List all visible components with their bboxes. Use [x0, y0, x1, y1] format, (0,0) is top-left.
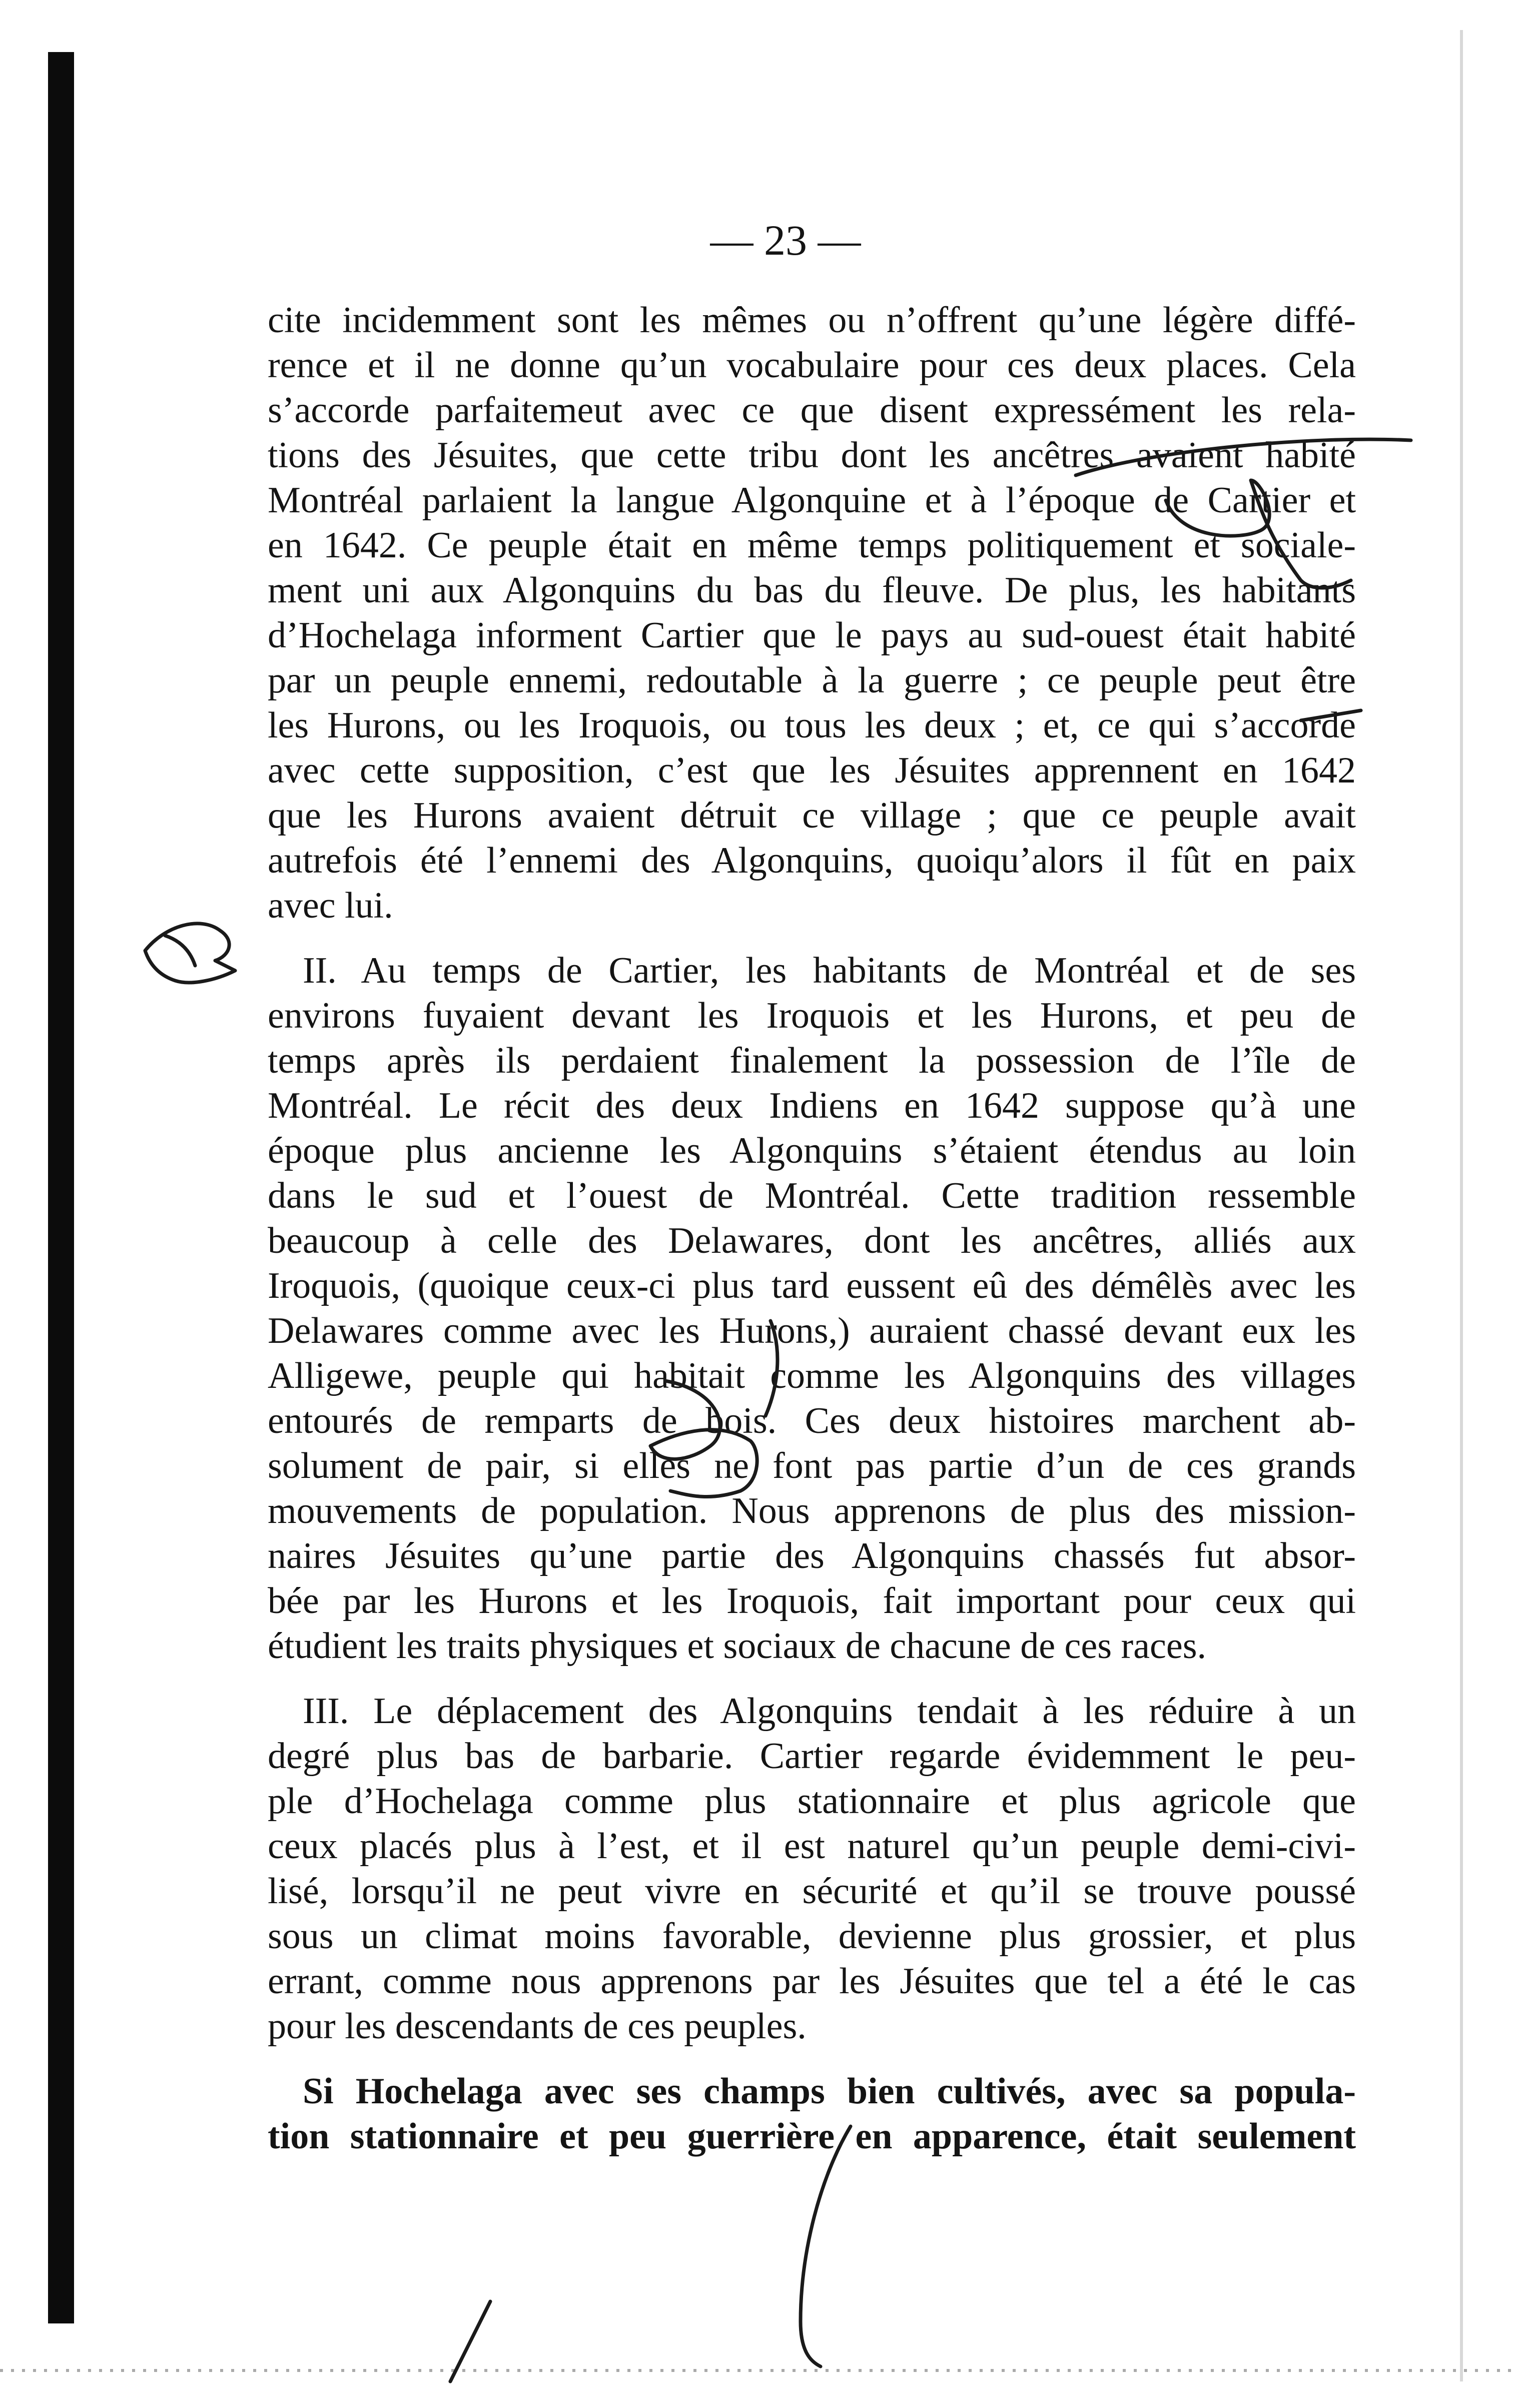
text-line: Montréal. Le récit des deux Indiens en 1642 suppose qu’à une	[268, 1085, 1356, 1126]
text-line: III. Le déplacement des Algonquins tendait à les réduire à un	[303, 1691, 1356, 1732]
page-body	[268, 298, 1356, 2159]
text-line: lisé, lorsqu’il ne peut vivre en sécurité et qu’il se trouve poussé	[268, 1871, 1356, 1912]
text-line: bée par les Hurons et les Iroquois, fait important pour ceux qui	[268, 1580, 1356, 1622]
text-line: tion stationnaire et peu guerrière en apparence, était seulement	[268, 2116, 1356, 2157]
text-line: tions des Jésuites, que cette tribu dont les ancêtres avaient habité	[268, 435, 1356, 476]
text-line: naires Jésuites qu’une partie des Algonquins chassés fut absor-	[268, 1535, 1356, 1576]
text-line: Alligewe, peuple qui habitait comme les Algonquins des villages	[268, 1355, 1356, 1396]
text-line: avec lui.	[268, 885, 393, 926]
text-line: cite incidemment sont les mêmes ou n’offrent qu’une légère diffé-	[268, 300, 1356, 341]
text-line: Delawares comme avec les Hurons,) auraient chassé devant eux les	[268, 1310, 1356, 1351]
pointing-hand-sketch	[145, 924, 235, 983]
text-line: Si Hochelaga avec ses champs bien cultivés, avec sa popula-	[303, 2071, 1356, 2112]
text-line: entourés de remparts de bois. Ces deux histoires marchent ab-	[268, 1400, 1356, 1441]
scan-edge	[1460, 30, 1463, 2381]
text-line: époque plus ancienne les Algonquins s’étaient étendus au loin	[268, 1130, 1356, 1171]
text-line: s’accorde parfaitemeut avec ce que disent expressément les rela-	[268, 390, 1356, 431]
paragraph-2	[268, 948, 1356, 1669]
text-line: les Hurons, ou les Iroquois, ou tous les deux ; et, ce qui s’accorde	[268, 705, 1356, 746]
pen-stroke-bottom	[801, 2126, 851, 2366]
paragraph-1	[268, 298, 1356, 928]
text-line: sous un climat moins favorable, devienne plus grossier, et plus	[268, 1916, 1356, 1957]
paragraph-4	[268, 2069, 1356, 2159]
scan-bottom-edge	[0, 2369, 1517, 2372]
text-line: pour les descendants de ces peuples.	[268, 2006, 807, 2047]
text-line: ment uni aux Algonquins du bas du fleuve. De plus, les habitants	[268, 570, 1356, 611]
page-number: — 23 —	[710, 216, 861, 264]
text-line: II. Au temps de Cartier, les habitants de Montréal et de ses	[303, 950, 1356, 991]
text-line: Iroquois, (quoique ceux-ci plus tard eussent eû des démêlès avec les	[268, 1265, 1356, 1306]
text-line: ceux placés plus à l’est, et il est naturel qu’un peuple demi-civi-	[268, 1826, 1356, 1867]
text-line: Montréal parlaient la langue Algonquine et à l’époque de Cartier et	[268, 480, 1356, 521]
text-line: mouvements de population. Nous apprenons de plus des mission-	[268, 1490, 1356, 1531]
text-line: en 1642. Ce peuple était en même temps politiquement et sociale-	[268, 525, 1356, 566]
text-line: que les Hurons avaient détruit ce village ; que ce peuple avait	[268, 795, 1356, 836]
text-line: solument de pair, si elles ne font pas partie d’un de ces grands	[268, 1445, 1356, 1486]
text-line: environs fuyaient devant les Iroquois et les Hurons, et peu de	[268, 995, 1356, 1036]
text-line: errant, comme nous apprenons par les Jésuites que tel a été le cas	[268, 1961, 1356, 2002]
paragraph-3	[268, 1689, 1356, 2049]
text-line: rence et il ne donne qu’un vocabulaire pour ces deux places. Cela	[268, 345, 1356, 386]
text-line: par un peuple ennemi, redoutable à la guerre ; ce peuple peut être	[268, 660, 1356, 701]
text-line: dans le sud et l’ouest de Montréal. Cette tradition ressemble	[268, 1175, 1356, 1216]
text-line: beaucoup à celle des Delawares, dont les ancêtres, alliés aux	[268, 1220, 1356, 1261]
text-line: autrefois été l’ennemi des Algonquins, quoiqu’alors il fût en paix	[268, 840, 1356, 881]
text-line: étudient les traits physiques et sociaux de chacune de ces races.	[268, 1626, 1207, 1667]
text-line: temps après ils perdaient finalement la possession de l’île de	[268, 1040, 1356, 1081]
text-line: ple d’Hochelaga comme plus stationnaire et plus agricole que	[268, 1781, 1356, 1822]
text-line: d’Hochelaga informent Cartier que le pays au sud-ouest était habité	[268, 615, 1356, 656]
text-line: degré plus bas de barbarie. Cartier regarde évidemment le peu-	[268, 1736, 1356, 1777]
book-spine-shadow	[48, 52, 74, 2323]
text-line: avec cette supposition, c’est que les Jésuites apprennent en 1642	[268, 750, 1356, 791]
